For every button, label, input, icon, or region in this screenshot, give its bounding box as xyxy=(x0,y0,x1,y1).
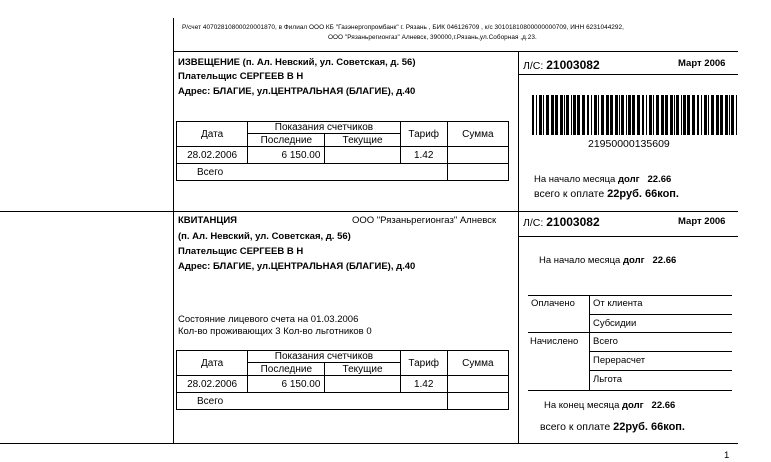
charged-total: Всего xyxy=(593,336,618,347)
barcode-bar xyxy=(539,95,542,135)
barcode-bar xyxy=(637,95,640,135)
top-border xyxy=(173,51,738,52)
receipt-total xyxy=(540,421,685,433)
barcode-bar xyxy=(704,95,707,135)
charged-benefit: Льгота xyxy=(593,374,623,385)
receipt-total-label: всего к оплате xyxy=(540,421,611,433)
barcode-bar xyxy=(683,95,686,135)
receipt-row-tariff: 1.42 xyxy=(400,376,447,393)
right-divider xyxy=(518,51,519,444)
receipt-account-number: 21003082 xyxy=(546,215,600,229)
notice-row-date: 28.02.2006 xyxy=(177,147,248,164)
barcode-bar xyxy=(619,95,620,135)
notice-account xyxy=(523,58,600,72)
receipt-payer: Плательщис СЕРГЕЕВ В Н xyxy=(178,246,304,257)
barcode-bar xyxy=(697,95,699,135)
receipt-col-readings: Показания счетчиков xyxy=(248,351,400,363)
receipt-col-date: Дата xyxy=(177,351,248,376)
notice-account-underline xyxy=(518,74,738,75)
barcode-bar xyxy=(642,95,644,135)
notice-total-value: 22руб. 66коп. xyxy=(607,188,679,200)
notice-col-sum: Сумма xyxy=(447,122,508,147)
receipt-debt-end xyxy=(544,400,675,411)
barcode-bar xyxy=(532,95,534,135)
barcode-bar xyxy=(676,95,679,135)
barcode-bar xyxy=(577,95,580,135)
barcode-bar xyxy=(674,95,675,135)
receipt-account-underline xyxy=(518,236,738,237)
barcode-bar xyxy=(573,95,576,135)
barcode-bar xyxy=(606,95,609,135)
barcode-bar xyxy=(720,95,723,135)
receipt-period: Март 2006 xyxy=(678,216,726,227)
receipt-account xyxy=(523,215,600,229)
barcode-bar xyxy=(681,95,682,135)
notice-row-last: 6 150.00 xyxy=(248,147,325,164)
notice-debt-start-value: 22.66 xyxy=(647,174,672,185)
charged-label: Начислено xyxy=(530,336,579,347)
payments-line-3 xyxy=(589,351,732,352)
notice-title: ИЗВЕЩЕНИЕ (п. Ал. Невский, ул. Советская, д. 56) xyxy=(178,57,416,68)
notice-debt-word: долг xyxy=(617,174,640,185)
notice-meter-table xyxy=(176,121,509,181)
notice-row-current xyxy=(325,147,400,164)
barcode-bar xyxy=(591,95,592,135)
receipt-address-line: (п. Ал. Невский, ул. Советская, д. 56) xyxy=(178,231,351,242)
receipt-debt-start-label: На начало месяца xyxy=(539,255,621,266)
barcode-bar xyxy=(736,95,737,135)
notice-address: Адрес: БЛАГИЕ, ул.ЦЕНТРАЛЬНАЯ (БЛАГИЕ), д.40 xyxy=(178,86,416,97)
receipt-col-last: Последние xyxy=(248,363,325,376)
receipt-account-label: Л/С: xyxy=(523,217,544,229)
barcode-bar xyxy=(615,95,618,135)
receipt-debt-start xyxy=(539,255,676,266)
barcode-bar xyxy=(725,95,728,135)
barcode-bar xyxy=(656,95,659,135)
receipt-total-value: 22руб. 66коп. xyxy=(613,421,685,433)
bank-details-line1: Р/счет 40702810800020001870, в Филиал ООО КБ "Газэнергопромбанк" г. Рязань , БИК 046126709 , к/с 30101810800000000709, ИНН 6231044292, xyxy=(182,24,624,31)
payments-line-4 xyxy=(589,370,732,371)
payments-divider xyxy=(589,295,590,391)
notice-total-label: всего к оплате xyxy=(534,188,605,200)
barcode-bar xyxy=(566,95,569,135)
notice-total-sum xyxy=(447,164,508,181)
notice-col-readings: Показания счетчиков xyxy=(248,122,400,134)
barcode-bar xyxy=(692,95,695,135)
barcode-bar xyxy=(564,95,565,135)
receipt-debt-end-value: 22.66 xyxy=(651,400,676,411)
barcode-bar xyxy=(670,95,673,135)
notice-debt-start-label: На начало месяца xyxy=(534,174,616,185)
left-divider xyxy=(173,18,174,444)
receipt-debt-word: долг xyxy=(622,255,645,266)
receipt-debt-start-value: 22.66 xyxy=(652,255,677,266)
barcode-bar xyxy=(610,95,613,135)
notice-col-current: Текущие xyxy=(325,134,400,147)
receipt-col-sum: Сумма xyxy=(447,351,508,376)
barcode-bar xyxy=(628,95,631,135)
barcode-bar xyxy=(731,95,734,135)
receipt-row-last: 6 150.00 xyxy=(248,376,325,393)
barcode-bar xyxy=(661,95,664,135)
notice-total-row: Всего xyxy=(177,164,448,181)
receipt-col-current: Текущие xyxy=(325,363,400,376)
payments-line-1 xyxy=(589,314,732,315)
barcode-bar xyxy=(687,95,690,135)
barcode-bar xyxy=(601,95,604,135)
bottom-border xyxy=(0,443,738,444)
barcode-bar xyxy=(621,95,624,135)
receipt-debt-end-word: долг xyxy=(622,400,644,411)
notice-account-number: 21003082 xyxy=(546,58,600,72)
cut-line xyxy=(0,211,738,212)
notice-col-date: Дата xyxy=(177,122,248,147)
barcode-bar xyxy=(598,95,599,135)
barcode-bar xyxy=(571,95,572,135)
payments-top-line xyxy=(528,295,732,296)
barcode-bar xyxy=(646,95,647,135)
notice-col-tariff: Тариф xyxy=(400,122,447,147)
receipt-row-current xyxy=(325,376,400,393)
receipt-meter-table xyxy=(176,350,509,410)
barcode-bar xyxy=(632,95,635,135)
receipt-total-row: Всего xyxy=(177,393,448,410)
barcode-bar xyxy=(701,95,702,135)
receipt-debt-end-label: На конец месяца xyxy=(544,400,620,411)
bank-details-line2: ООО "Рязаньрегионгаз" Алневск, 390000,г.Рязань,ул.Соборная ,д.23. xyxy=(328,34,537,41)
payments-line-2 xyxy=(528,332,732,333)
notice-account-label: Л/С: xyxy=(523,60,544,72)
notice-total xyxy=(534,188,679,200)
notice-payer: Плательщис СЕРГЕЕВ В Н xyxy=(178,71,304,82)
paid-subsidies: Субсидии xyxy=(593,318,637,329)
receipt-row-date: 28.02.2006 xyxy=(177,376,248,393)
notice-debt-start xyxy=(534,174,671,185)
notice-row-sum xyxy=(447,147,508,164)
barcode-bar xyxy=(665,95,668,135)
receipt-state: Состояние лицевого счета на 01.03.2006 xyxy=(178,314,359,325)
barcode-bar xyxy=(536,95,537,135)
notice-period: Март 2006 xyxy=(678,58,726,69)
receipt-address: Адрес: БЛАГИЕ, ул.ЦЕНТРАЛЬНАЯ (БЛАГИЕ), д.40 xyxy=(178,261,416,272)
receipt-col-tariff: Тариф xyxy=(400,351,447,376)
barcode-bar xyxy=(551,95,554,135)
notice-row-tariff: 1.42 xyxy=(400,147,447,164)
barcode xyxy=(532,95,742,135)
barcode-bar xyxy=(649,95,652,135)
barcode-bar xyxy=(708,95,709,135)
barcode-bar xyxy=(587,95,589,135)
barcode-bar xyxy=(729,95,730,135)
page-number: 1 xyxy=(724,450,730,461)
receipt-row-sum xyxy=(447,376,508,393)
paid-from-client: От клиента xyxy=(593,298,643,309)
barcode-bar xyxy=(546,95,549,135)
barcode-number: 21950000135609 xyxy=(588,138,670,150)
barcode-bar xyxy=(716,95,719,135)
receipt-total-sum xyxy=(447,393,508,410)
charged-recalc: Перерасчет xyxy=(593,355,646,366)
paid-label: Оплачено xyxy=(531,298,575,309)
receipt-residents: Кол-во проживающих 3 Кол-во льготников 0 xyxy=(178,326,372,337)
barcode-bar xyxy=(653,95,654,135)
receipt-title: КВИТАНЦИЯ xyxy=(178,215,238,226)
barcode-bar xyxy=(543,95,544,135)
barcode-bar xyxy=(711,95,714,135)
barcode-bar xyxy=(594,95,597,135)
barcode-bar xyxy=(560,95,563,135)
barcode-bar xyxy=(555,95,558,135)
receipt-org: ООО "Рязаньрегионгаз" Алневск xyxy=(352,215,497,226)
barcode-bar xyxy=(626,95,627,135)
barcode-bar xyxy=(582,95,585,135)
payments-bottom-line xyxy=(528,390,732,391)
notice-col-last: Последние xyxy=(248,134,325,147)
